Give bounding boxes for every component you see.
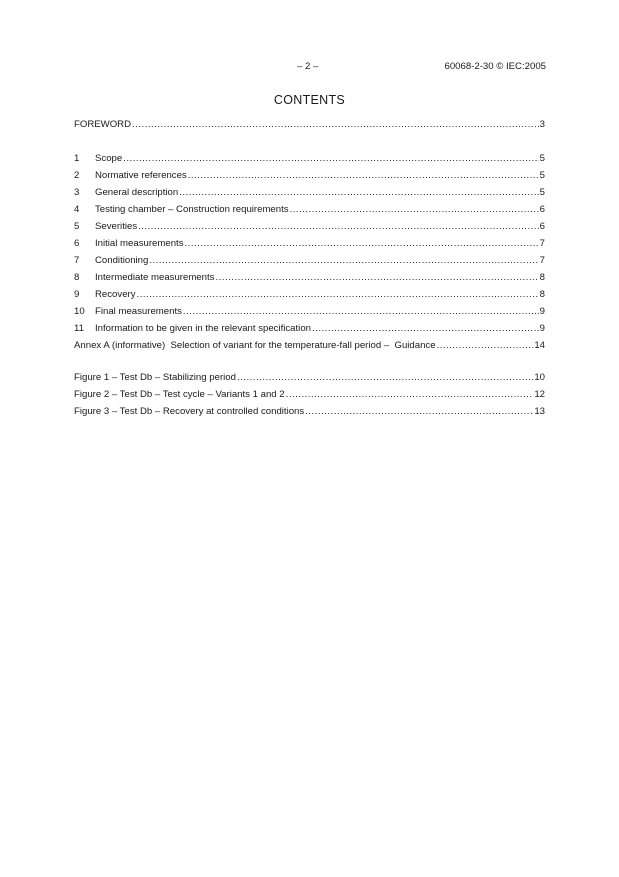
dot-leader xyxy=(437,337,534,354)
toc-entry-label: Figure 2 – Test Db – Test cycle – Variants 1 and 2 xyxy=(74,389,285,400)
toc-entry-clause[interactable] xyxy=(74,201,545,218)
toc-entry-label: Testing chamber – Construction requirements xyxy=(95,204,289,215)
contents-title: CONTENTS xyxy=(273,93,346,107)
toc-entry-page: 9 xyxy=(539,323,545,334)
toc-entry-page: 7 xyxy=(539,255,545,266)
toc-entry-figure[interactable] xyxy=(74,386,545,403)
toc-entry-number: 8 xyxy=(74,272,80,283)
toc-entry-number: 4 xyxy=(74,204,80,215)
toc-entry-foreword[interactable] xyxy=(74,116,545,133)
toc-entry-label: Annex A (informative) Selection of variant for the temperature-fall period – Guidance xyxy=(74,340,436,351)
toc-entry-number: 5 xyxy=(74,221,80,232)
document-reference: 60068-2-30 © IEC:2005 xyxy=(444,61,546,72)
dot-leader xyxy=(290,201,539,218)
toc-entry-page: 9 xyxy=(539,306,545,317)
toc-foreword-group xyxy=(74,116,545,133)
toc-entry-label: Recovery xyxy=(95,289,136,300)
page-header xyxy=(74,61,546,75)
dot-leader xyxy=(132,116,539,133)
toc-entry-page: 12 xyxy=(534,389,545,400)
toc-entry-clause[interactable] xyxy=(74,167,545,184)
toc-entry-page: 6 xyxy=(539,204,545,215)
toc-entry-number: 11 xyxy=(74,323,84,334)
toc-entry-label: Initial measurements xyxy=(95,238,184,249)
toc-entry-label: Figure 1 – Test Db – Stabilizing period xyxy=(74,372,236,383)
toc-entry-figure[interactable] xyxy=(74,369,545,386)
toc-entry-clause[interactable] xyxy=(74,235,545,252)
toc-entry-clause[interactable] xyxy=(74,218,545,235)
toc-entry-number: 7 xyxy=(74,255,80,266)
dot-leader xyxy=(183,303,539,320)
toc-entry-page: 6 xyxy=(539,221,545,232)
dot-leader xyxy=(237,369,533,386)
dot-leader xyxy=(312,320,539,337)
toc-figures-group xyxy=(74,369,545,420)
toc-entry-page: 5 xyxy=(539,153,545,164)
toc-entry-number: 2 xyxy=(74,170,80,181)
toc-clauses-group xyxy=(74,150,545,354)
toc-entry-page: 7 xyxy=(539,238,545,249)
toc-entry-label: Scope xyxy=(95,153,123,164)
toc-entry-page: 13 xyxy=(534,406,545,417)
toc-entry-label: General description xyxy=(95,187,179,198)
page-number: – 2 – xyxy=(297,61,319,72)
dot-leader xyxy=(215,269,538,286)
toc-entry-number: 10 xyxy=(74,306,85,317)
dot-leader xyxy=(179,184,538,201)
toc-entry-page: 8 xyxy=(539,289,545,300)
dot-leader xyxy=(149,252,538,269)
toc-entry-label: FOREWORD xyxy=(74,119,132,130)
toc-entry-annex[interactable] xyxy=(74,337,545,354)
toc-entry-clause[interactable] xyxy=(74,286,545,303)
toc-entry-label: Intermediate measurements xyxy=(95,272,215,283)
toc-entry-label: Conditioning xyxy=(95,255,149,266)
toc-entry-clause[interactable] xyxy=(74,269,545,286)
toc-entry-label: Normative references xyxy=(95,170,187,181)
dot-leader xyxy=(123,150,538,167)
toc-entry-page: 5 xyxy=(539,187,545,198)
toc-entry-label: Figure 3 – Test Db – Recovery at controlled conditions xyxy=(74,406,305,417)
toc-entry-clause[interactable] xyxy=(74,184,545,201)
toc-entry-label: Final measurements xyxy=(95,306,182,317)
toc-entry-number: 6 xyxy=(74,238,80,249)
dot-leader xyxy=(185,235,539,252)
toc-entry-page: 10 xyxy=(534,372,545,383)
toc-entry-figure[interactable] xyxy=(74,403,545,420)
dot-leader xyxy=(188,167,539,184)
dot-leader xyxy=(286,386,534,403)
toc-entry-page: 14 xyxy=(534,340,545,351)
toc-entry-page: 5 xyxy=(539,170,545,181)
toc-entry-clause[interactable] xyxy=(74,303,545,320)
toc-entry-clause[interactable] xyxy=(74,252,545,269)
toc-entry-number: 1 xyxy=(74,153,80,164)
dot-leader xyxy=(138,218,539,235)
toc-entry-clause[interactable] xyxy=(74,150,545,167)
toc-entry-label: Severities xyxy=(95,221,138,232)
toc-entry-label: Information to be given in the relevant specification xyxy=(95,323,311,334)
toc-entry-page: 8 xyxy=(539,272,545,283)
toc-entry-number: 9 xyxy=(74,289,80,300)
toc-entry-page: 3 xyxy=(539,119,545,130)
toc-entry-number: 3 xyxy=(74,187,80,198)
dot-leader xyxy=(137,286,539,303)
dot-leader xyxy=(305,403,533,420)
toc-entry-clause[interactable] xyxy=(74,320,545,337)
